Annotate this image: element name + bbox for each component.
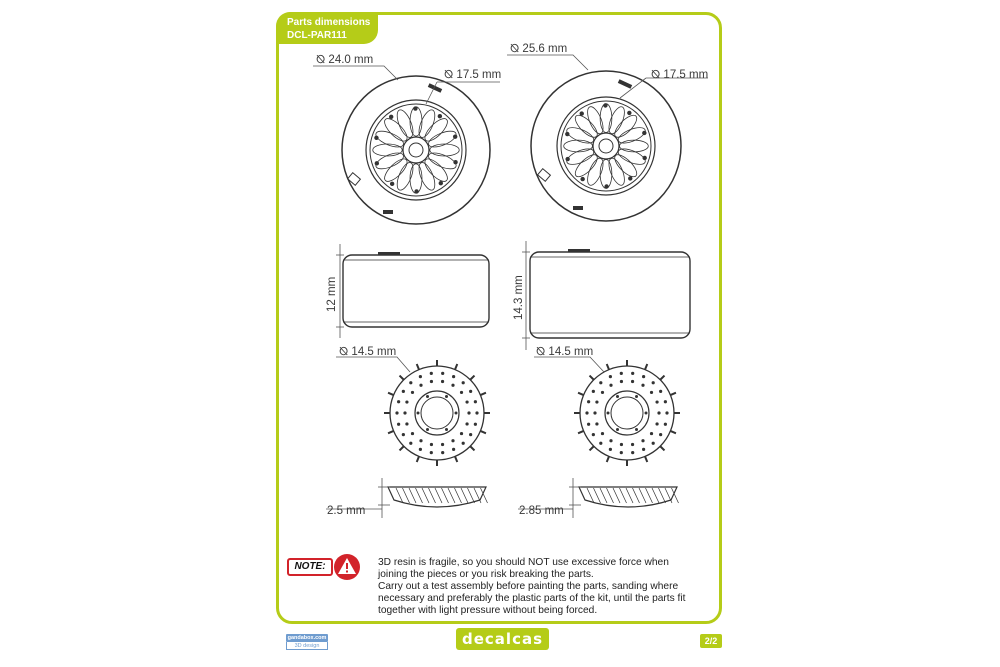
- disc-hole: [642, 448, 645, 451]
- disc-tab: [607, 456, 609, 462]
- disc-hole: [419, 448, 422, 451]
- left-tyre-side: [343, 252, 489, 327]
- disc-hole: [599, 381, 602, 384]
- dim-left-tyre-width: 12 mm: [326, 276, 338, 312]
- disc-hole: [402, 390, 405, 393]
- disc-tab: [470, 376, 474, 380]
- disc-bolt: [445, 395, 448, 398]
- disc-tab: [670, 431, 676, 433]
- disc-hole: [631, 443, 634, 446]
- disc-hole: [419, 384, 422, 387]
- disc-hole: [595, 422, 598, 425]
- rim-bolt: [453, 160, 457, 164]
- disc-hole: [452, 448, 455, 451]
- rim-bolt: [390, 182, 394, 186]
- disc-tab: [645, 456, 647, 462]
- disc-hole: [609, 448, 612, 451]
- disc-hole: [460, 391, 463, 394]
- disc-tab: [417, 364, 419, 370]
- disc-hole: [402, 433, 405, 436]
- partner-logo-top: gandabox.com: [287, 635, 327, 641]
- rim-bolt: [628, 176, 632, 180]
- right-tyre-side: [530, 249, 690, 338]
- dim-right-rim: ⦰ 17.5 mm: [651, 69, 709, 81]
- disc-hole: [403, 411, 406, 414]
- disc-hole: [655, 400, 658, 403]
- right-wheel: [531, 71, 681, 221]
- disc-tab: [400, 376, 404, 380]
- dim-left-rim: ⦰ 17.5 mm: [444, 69, 502, 81]
- disc-hole: [469, 390, 472, 393]
- disc-hole: [430, 451, 433, 454]
- disc-hole: [441, 451, 444, 454]
- rim-bolt: [453, 134, 457, 138]
- disc-bolt: [607, 412, 610, 415]
- disc-bolt: [426, 428, 429, 431]
- disc-hole: [664, 423, 667, 426]
- rim-bolt: [438, 114, 442, 118]
- header-title: Parts dimensions: [287, 17, 371, 28]
- partner-logo: [286, 634, 328, 650]
- dim-left-disc-thickness: 2.5 mm: [327, 505, 366, 517]
- disc-hole: [620, 443, 623, 446]
- disc-tab: [645, 364, 647, 370]
- rim-bolt: [603, 103, 607, 107]
- dim-right-tyre-width: 14.3 mm: [513, 275, 525, 320]
- disc-hole: [631, 372, 634, 375]
- disc-tab: [400, 446, 404, 450]
- disc-bolt: [645, 412, 648, 415]
- disc-bolt: [417, 412, 420, 415]
- rim-bolt: [627, 111, 631, 115]
- disc-hole: [650, 391, 653, 394]
- disc-hole: [620, 372, 623, 375]
- disc-hole: [595, 400, 598, 403]
- disc-bolt: [455, 412, 458, 415]
- disc-hole: [642, 375, 645, 378]
- left-wheel: [342, 76, 490, 224]
- rim-bolt: [414, 189, 418, 193]
- left-disc-side: [388, 487, 488, 507]
- rim-bolt: [580, 177, 584, 181]
- disc-hole: [465, 400, 468, 403]
- disc-tab: [578, 431, 584, 433]
- disc-hole: [467, 411, 470, 414]
- disc-hole: [451, 384, 454, 387]
- disc-hole: [474, 423, 477, 426]
- disc-hole: [419, 439, 422, 442]
- disc-hole: [601, 391, 604, 394]
- disc-hole: [405, 422, 408, 425]
- disc-hole: [609, 439, 612, 442]
- left-brake-disc: [384, 360, 490, 466]
- disc-hole: [430, 443, 433, 446]
- note-label: NOTE:: [287, 558, 333, 576]
- disc-bolt: [445, 428, 448, 431]
- dim-right-tyre-outer: ⦰ 25.6 mm: [510, 43, 568, 55]
- partner-logo-bottom: 3D design: [286, 642, 328, 650]
- disc-hole: [664, 400, 667, 403]
- disc-hole: [620, 451, 623, 454]
- disc-hole: [474, 400, 477, 403]
- disc-dimension-leaders: [336, 357, 604, 372]
- disc-hole: [419, 375, 422, 378]
- note-line: 3D resin is fragile, so you should NOT use excessive force when: [378, 557, 669, 568]
- disc-hole: [411, 391, 414, 394]
- disc-hole: [441, 372, 444, 375]
- disc-hole: [601, 432, 604, 435]
- disc-hole: [460, 432, 463, 435]
- disc-tab: [388, 393, 394, 395]
- disc-hole: [593, 411, 596, 414]
- disc-hole: [659, 433, 662, 436]
- disc-hole: [462, 381, 465, 384]
- warning-icon: [334, 554, 360, 580]
- disc-hole: [609, 384, 612, 387]
- disc-hole: [475, 411, 478, 414]
- rim-bolt: [642, 131, 646, 135]
- disc-hole: [397, 400, 400, 403]
- disc-hole: [592, 390, 595, 393]
- note-line: joining the pieces or you risk breaking the parts.: [378, 569, 594, 580]
- disc-hole: [655, 422, 658, 425]
- disc-tab: [455, 364, 457, 370]
- disc-hole: [452, 375, 455, 378]
- disc-bolt: [616, 395, 619, 398]
- dim-right-disc: ⦰ 14.5 mm: [536, 346, 594, 358]
- rim-bolt: [389, 115, 393, 119]
- disc-tab: [470, 446, 474, 450]
- disc-tab: [670, 393, 676, 395]
- disc-bolt: [635, 395, 638, 398]
- disc-bolt: [616, 428, 619, 431]
- brand-logo: decalcas: [456, 628, 549, 650]
- disc-hole: [631, 451, 634, 454]
- disc-tab: [388, 431, 394, 433]
- disc-hole: [659, 390, 662, 393]
- disc-hole: [441, 443, 444, 446]
- rim-bolt: [565, 132, 569, 136]
- right-brake-disc: [574, 360, 680, 466]
- disc-hole: [631, 380, 634, 383]
- dim-left-disc: ⦰ 14.5 mm: [339, 346, 397, 358]
- disc-tab: [417, 456, 419, 462]
- note-text: [378, 557, 708, 617]
- disc-hole: [592, 433, 595, 436]
- disc-hole: [469, 433, 472, 436]
- disc-tab: [480, 431, 486, 433]
- disc-tab: [590, 446, 594, 450]
- dim-right-disc-thickness: 2.85 mm: [519, 505, 564, 517]
- disc-hole: [430, 372, 433, 375]
- note-line: necessary and preferably the plastic parts of the kit, until the parts fit: [378, 593, 686, 604]
- page-number: 2/2: [700, 634, 722, 648]
- disc-tab: [660, 376, 664, 380]
- disc-tab: [455, 456, 457, 462]
- disc-hole: [585, 411, 588, 414]
- disc-tab: [660, 446, 664, 450]
- disc-hole: [650, 432, 653, 435]
- header-code: DCL-PAR111: [287, 30, 347, 41]
- disc-tab: [607, 364, 609, 370]
- disc-tab: [590, 376, 594, 380]
- rim-bolt: [374, 136, 378, 140]
- disc-hole: [465, 422, 468, 425]
- disc-hole: [665, 411, 668, 414]
- disc-hole: [395, 411, 398, 414]
- disc-hole: [599, 442, 602, 445]
- disc-hole: [405, 400, 408, 403]
- rim-bolt: [580, 111, 584, 115]
- disc-hole: [451, 439, 454, 442]
- disc-hole: [587, 400, 590, 403]
- disc-bolt: [635, 428, 638, 431]
- disc-hole: [652, 381, 655, 384]
- disc-hole: [462, 442, 465, 445]
- disc-hole: [641, 439, 644, 442]
- disc-hole: [657, 411, 660, 414]
- disc-hole: [397, 423, 400, 426]
- disc-hole: [620, 380, 623, 383]
- disc-hole: [409, 442, 412, 445]
- right-disc-side: [579, 487, 679, 507]
- rim-bolt: [439, 181, 443, 185]
- rim-bolt: [375, 161, 379, 165]
- disc-hole: [652, 442, 655, 445]
- disc-hole: [587, 423, 590, 426]
- disc-hole: [441, 380, 444, 383]
- disc-hole: [641, 384, 644, 387]
- disc-hole: [411, 432, 414, 435]
- note-line: together with light pressure without being forced.: [378, 605, 598, 616]
- disc-tab: [578, 393, 584, 395]
- disc-bolt: [426, 395, 429, 398]
- disc-hole: [609, 375, 612, 378]
- note-line: Carry out a test assembly before painting the parts, sanding where: [378, 581, 679, 592]
- dim-left-tyre-outer: ⦰ 24.0 mm: [316, 54, 374, 66]
- rim-bolt: [642, 156, 646, 160]
- rim-bolt: [565, 157, 569, 161]
- disc-hole: [409, 381, 412, 384]
- rim-bolt: [413, 106, 417, 110]
- disc-hole: [430, 380, 433, 383]
- rim-bolt: [604, 184, 608, 188]
- disc-tab: [480, 393, 486, 395]
